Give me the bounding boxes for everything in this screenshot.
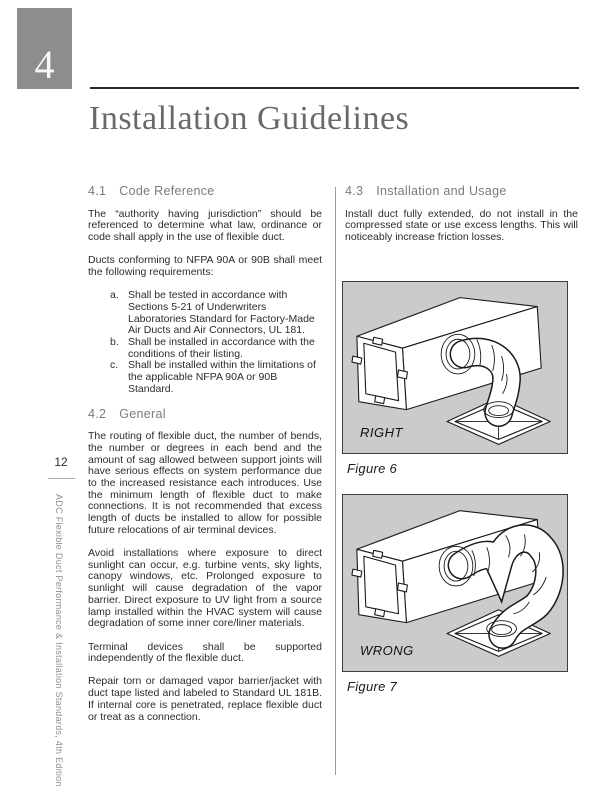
figure-7-label: WRONG (360, 643, 414, 658)
column-divider (335, 187, 336, 775)
list-marker: b. (110, 336, 119, 349)
para-code-authority: The “authority having jurisdiction” should be referenced to determine what law, ordinance or code shall apply in the use of flexible duct. (88, 207, 322, 244)
section-number: 4.1 (88, 184, 107, 198)
chapter-number-box (17, 8, 72, 89)
list-marker: c. (110, 359, 119, 372)
chapter-number: 4 (34, 42, 55, 87)
section-heading-4-2 (88, 406, 322, 421)
section-heading-4-1 (88, 186, 322, 198)
section-title: General (119, 406, 166, 421)
section-title: Installation and Usage (376, 184, 507, 198)
list-item-b (88, 337, 322, 360)
spine-title: ADC Flexible Duct Performance & Installation Standards, 4th Edition (54, 494, 64, 787)
para-avoid-sunlight: Avoid installations where exposure to direct sunlight can occur, e.g. turbine vents, sky lights, canopy windows, etc. Prolonged exposure to sunlight will cause degradation of the vapor barrier. Direct exposure to UV light from a source lamp installed within the HVAC system will cause degradation of some inner core/liner materials. (88, 547, 322, 630)
section-heading-4-3 (345, 186, 578, 198)
list-item-a (88, 290, 322, 337)
list-marker: a. (110, 289, 119, 302)
right-column (345, 186, 578, 255)
title-rule (90, 87, 579, 89)
left-column (88, 186, 322, 735)
list-text: Shall be installed within the limitations of the applicable NFPA 90A or 90B Standard. (128, 359, 316, 395)
page-number: 12 (54, 455, 68, 469)
page-number-rule (48, 478, 75, 479)
list-item-c (88, 360, 322, 395)
requirements-list (88, 290, 322, 395)
list-text: Shall be tested in accordance with Sections 5-21 of Underwriters Laboratories Standard for Factory-Made Air Ducts and Air Connectors, UL 181. (128, 289, 315, 337)
para-terminal-devices: Terminal devices shall be supported independently of the flexible duct. (88, 640, 322, 665)
para-install-extended: Install duct fully extended, do not install in the compressed state or use excess lengths. This will noticeably increase friction losses. (345, 207, 578, 244)
figure-6-caption: Figure 6 (347, 461, 398, 476)
page-title: Installation Guidelines (89, 100, 410, 137)
figure-7-box (342, 494, 568, 672)
figure-6-box (342, 281, 568, 454)
section-number: 4.2 (88, 406, 107, 421)
para-repair: Repair torn or damaged vapor barrier/jacket with duct tape listed and labeled to Standard UL 181B. If internal core is penetrated, replace flexible duct or treat as a connection. (88, 675, 322, 723)
para-routing: The routing of flexible duct, the number of bends, the number or degrees in each bend and the amount of sag allowed between support joints will have serious effects on system performance due to the increased resistance each introduces. Use the minimum length of flexible duct to make connections. It is not recommended that excess length of ducts be installed to allow for possible future relocations of air terminal devices. (88, 430, 322, 536)
figure-7-caption: Figure 7 (347, 679, 398, 694)
section-title: Code Reference (119, 184, 215, 198)
para-ducts-conforming: Ducts conforming to NFPA 90A or 90B shall meet the following requirements: (88, 254, 322, 279)
list-text: Shall be installed in accordance with the conditions of their listing. (128, 336, 315, 360)
figure-6-label: RIGHT (360, 425, 403, 440)
section-number: 4.3 (345, 184, 364, 198)
